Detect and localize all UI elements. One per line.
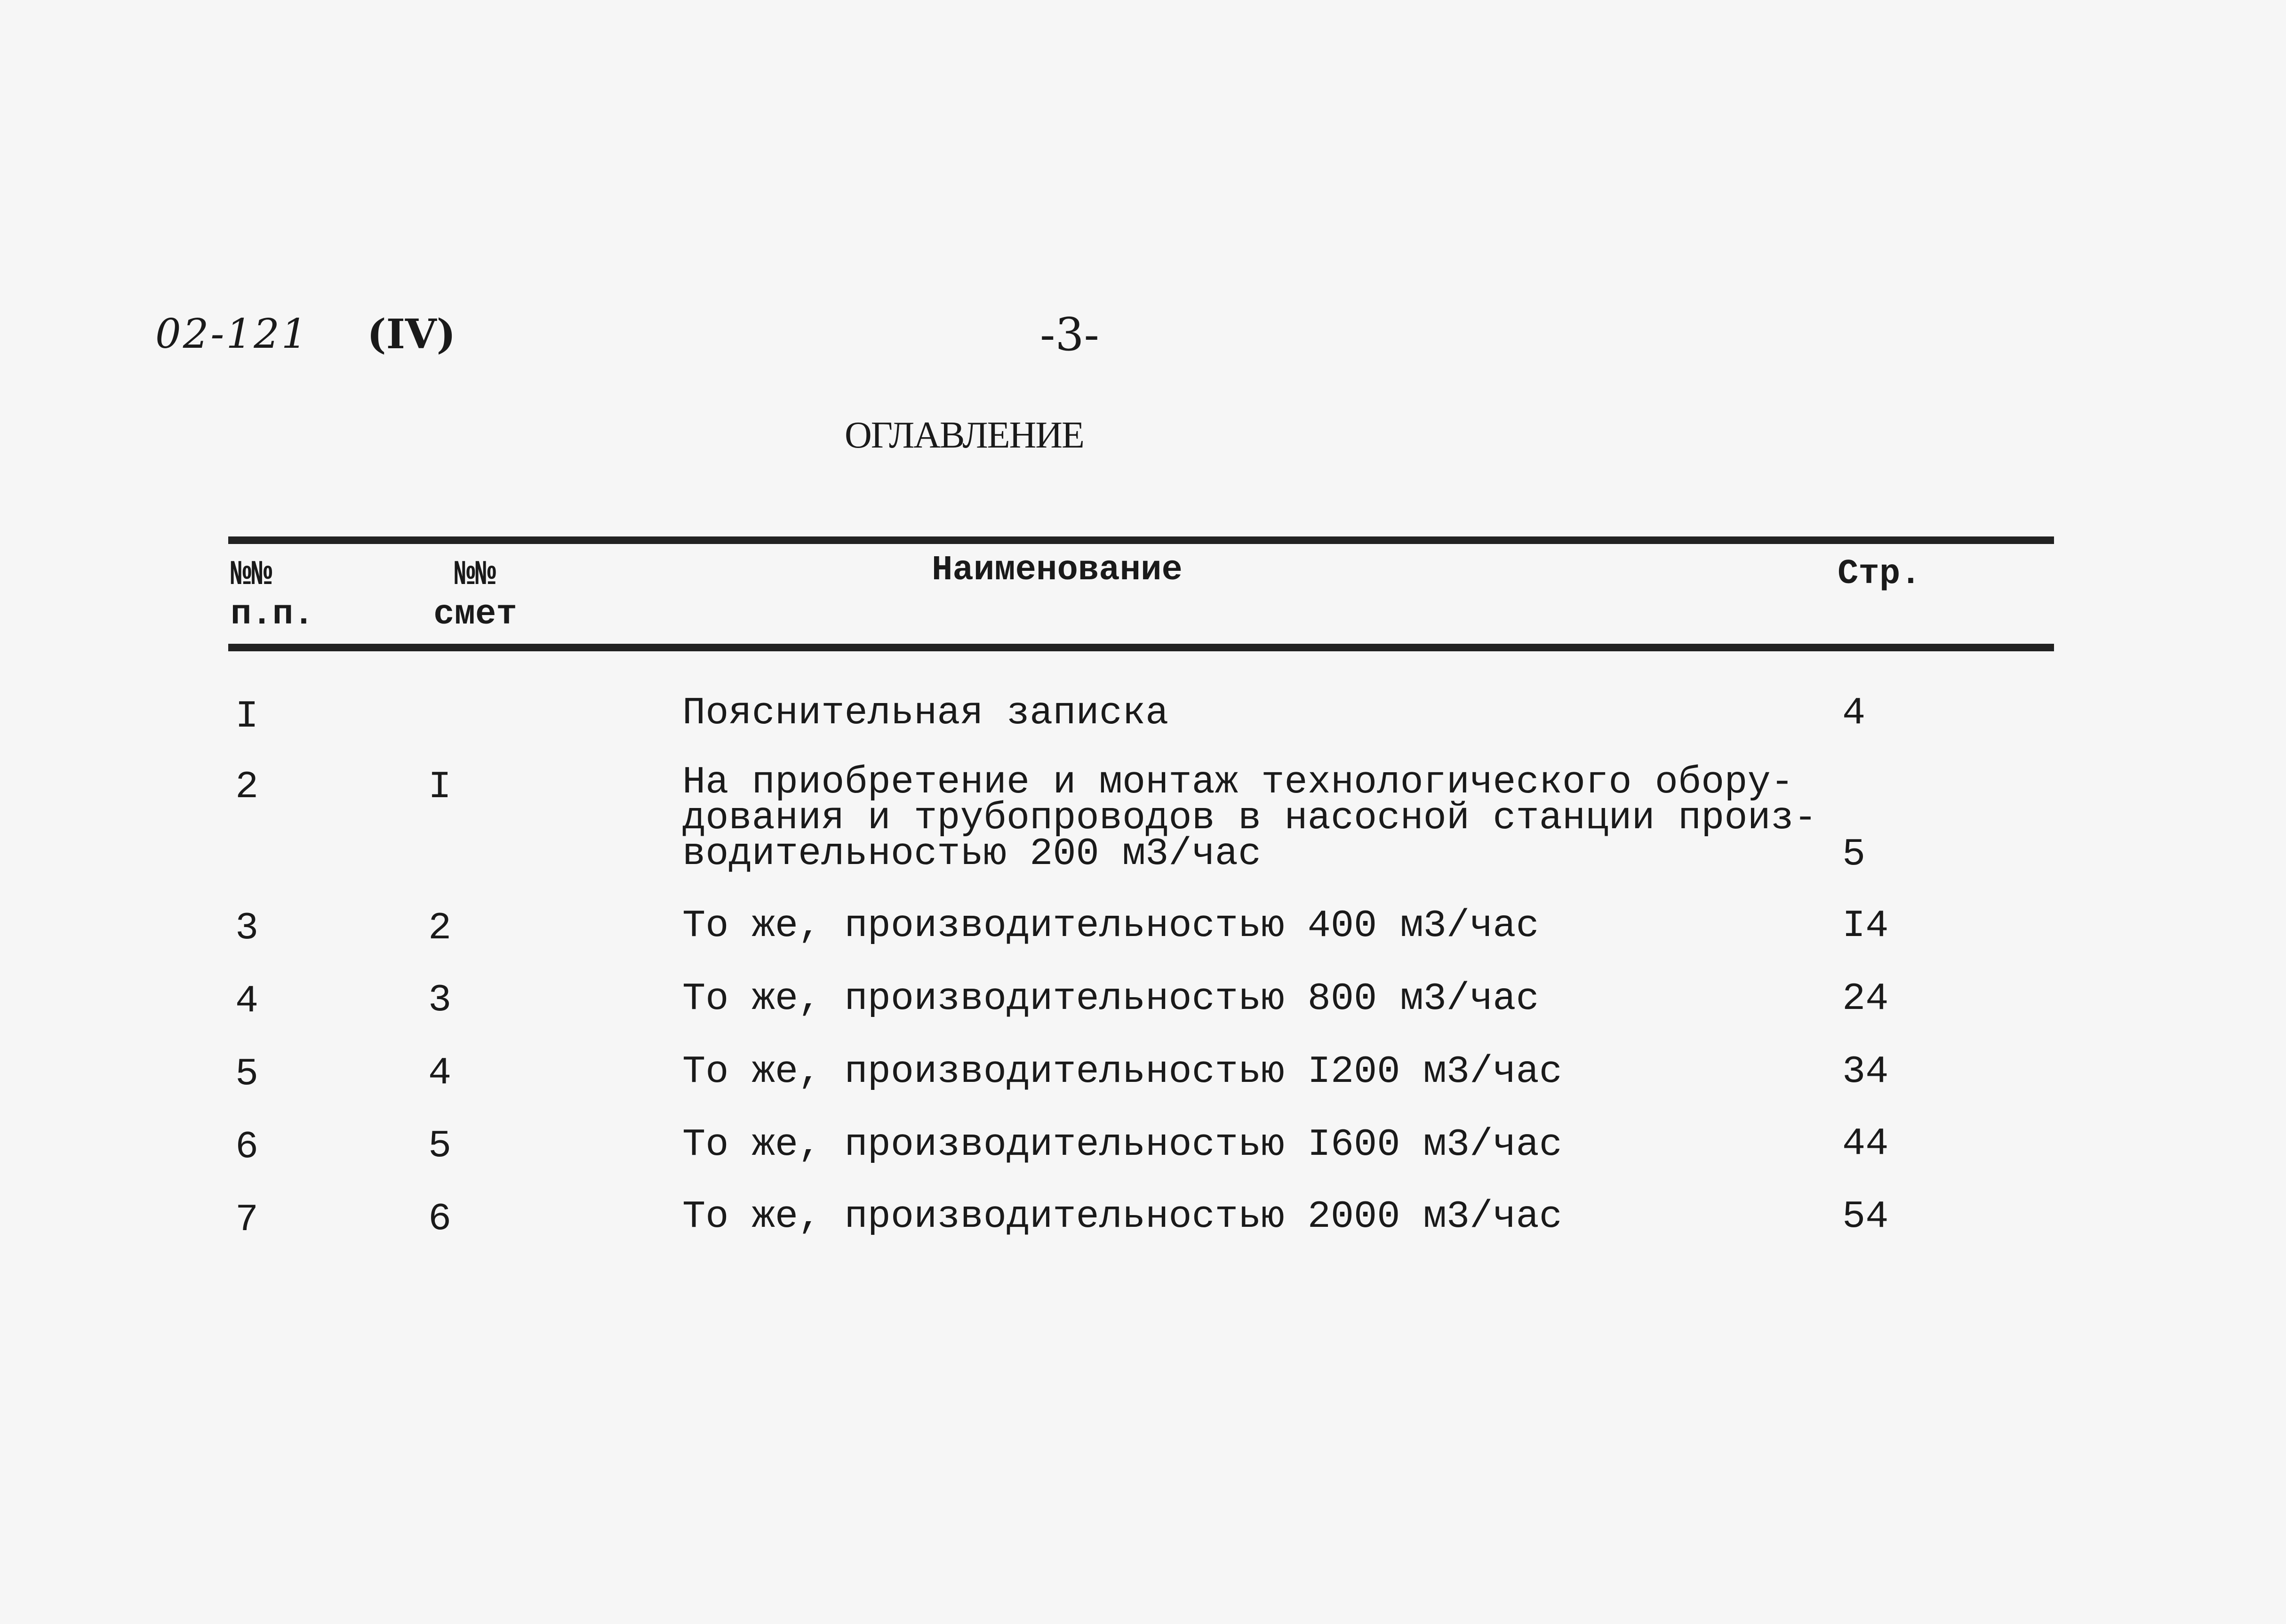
row-name: То же, производительностью I200 м3/час <box>682 1050 1562 1094</box>
row-number: 2 <box>235 765 259 809</box>
row-name: То же, производительностью 800 м3/час <box>682 977 1539 1021</box>
row-page: I4 <box>1842 904 1889 948</box>
row-name: То же, производительностью I600 м3/час <box>682 1123 1562 1167</box>
column-header-name: Наименование <box>932 551 1183 590</box>
toc-title: ОГЛАВЛЕНИЕ <box>845 415 1084 456</box>
row-number: 5 <box>235 1052 259 1096</box>
row-estimate: 2 <box>428 906 452 950</box>
column-header-page: Стр. <box>1838 554 1921 594</box>
row-page: 34 <box>1842 1050 1889 1094</box>
row-estimate: I <box>428 765 452 809</box>
column-header-number-text: №№ п.п. <box>231 555 314 634</box>
row-name: То же, производительностью 400 м3/час <box>682 904 1539 948</box>
row-estimate: 6 <box>428 1197 452 1241</box>
column-header-estimate-text: №№ смет <box>433 555 517 634</box>
row-number: 4 <box>235 979 259 1023</box>
row-number: 6 <box>235 1125 259 1169</box>
document-code-suffix: (IV) <box>367 311 456 358</box>
row-number: 3 <box>235 906 259 950</box>
document-code: 02-121 <box>155 311 309 358</box>
row-name: То же, производительностью 2000 м3/час <box>682 1195 1562 1239</box>
page-number: -3- <box>1040 308 1099 361</box>
row-page: 54 <box>1842 1195 1889 1239</box>
row-number: I <box>235 695 259 738</box>
row-number: 7 <box>235 1198 259 1242</box>
row-page: 44 <box>1842 1122 1889 1166</box>
row-page: 4 <box>1842 691 1866 735</box>
row-name: На приобретение и монтаж технологического обору- дования и трубопроводов в насосной станции произ- водительностью 200 м3/час <box>682 760 1817 876</box>
row-estimate: 5 <box>428 1124 452 1168</box>
row-estimate: 3 <box>428 978 452 1022</box>
row-page: 24 <box>1842 977 1889 1021</box>
row-estimate: 4 <box>428 1051 452 1095</box>
row-page: 5 <box>1842 832 1866 876</box>
row-name: Пояснительная записка <box>682 691 1169 735</box>
